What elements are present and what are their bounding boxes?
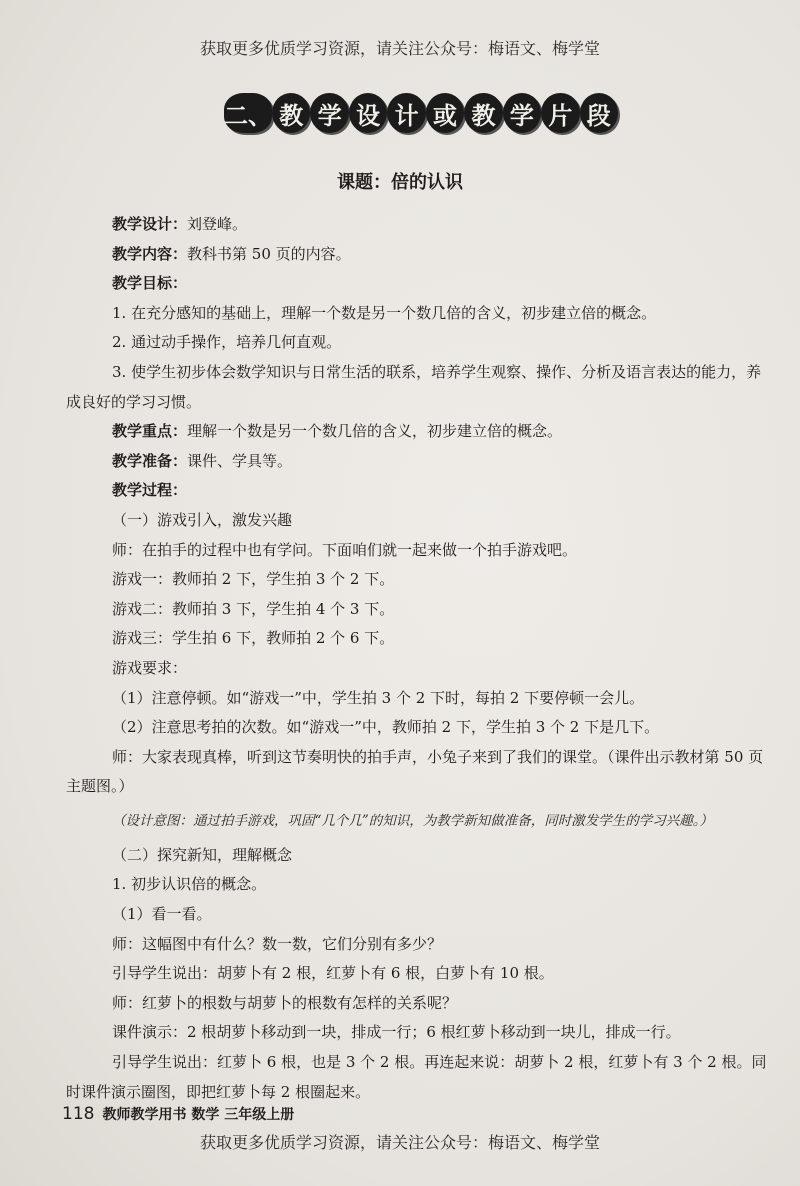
designer-line [66,210,770,240]
banner-char: 片 [543,95,577,131]
watermark-top: 获取更多优质学习资源，请关注公众号：梅语文、梅学堂 [199,39,600,58]
key-point-line [66,417,770,447]
content-value: 教科书第 50 页的内容。 [187,244,351,263]
watermark-bottom: 获取更多优质学习资源，请关注公众号：梅语文、梅学堂 [199,1133,600,1152]
banner-char: 教 [274,95,308,131]
banner-char: 段 [582,95,616,131]
part2-line: 引导学生说出：胡萝卜有 2 根，红萝卜有 6 根，白萝卜有 10 根。 [112,964,554,983]
part2-line: 课件演示：2 根胡萝卜移动到一块，排成一行；6 根红萝卜移动到一块儿，排成一行。 [112,1023,681,1042]
lesson-title: 课题：倍的认识 [337,172,463,193]
part2-heading: （二）探究新知，理解概念 [112,845,293,864]
part2-line: 1. 初步认识倍的概念。 [112,875,267,894]
banner-char: 教 [466,95,500,131]
part1-line: 游戏三：学生拍 6 下，教师拍 2 个 6 下。 [112,629,395,648]
part1-line: 师：大家表现真棒，听到这节奏明快的拍手声，小兔子来到了我们的课堂。（课件出示教材第 50 页主题图。） [66,747,764,796]
part2-line: 师：红萝卜的根数与胡萝卜的根数有怎样的关系呢？ [112,993,458,1012]
content-line [66,240,770,270]
banner-char: 或 [428,95,462,131]
part1-line: （1）注意停顿。如“游戏一”中，学生拍 3 个 2 下时，每拍 2 下要停顿一会儿。 [112,688,645,707]
content-label: 教学内容： [112,244,188,263]
goal-item: 1. 在充分感知的基础上，理解一个数是另一个数几倍的含义，初步建立倍的概念。 [112,303,657,322]
banner-char: 计 [389,95,423,131]
goals-label: 教学目标： [112,274,188,293]
designer-label: 教学设计： [112,215,188,233]
part2-line: 师：这幅图中有什么？数一数，它们分别有多少？ [112,934,443,953]
goal-item: 3. 使学生初步体会数学知识与日常生活的联系，培养学生观察、操作、分析及语言表达的能力，养成良好的学习习惯。 [66,362,762,411]
banner-char: 设 [351,95,385,131]
key-point-label: 教学重点： [112,422,188,441]
designer-value: 刘登峰。 [187,215,248,233]
prep-label: 教学准备： [112,451,188,470]
part1-line: 游戏一：教师拍 2 下，学生拍 3 个 2 下。 [112,570,395,589]
page-number: 118 [62,1104,95,1124]
prep-line [66,447,770,477]
banner-char: 学 [505,95,539,131]
part2-line: （1）看一看。 [112,905,212,924]
design-intent-note: （设计意图：通过拍手游戏，巩固“几个几”的知识，为教学新知做准备，同时激发学生的学习兴趣。） [112,812,714,829]
book-title: 教师教学用书 数学 三年级上册 [102,1107,295,1123]
banner-char: 二、 [226,95,270,131]
process-label: 教学过程： [112,481,188,500]
part1-line: 游戏要求： [112,658,188,677]
key-point-value: 理解一个数是另一个数几倍的含义，初步建立倍的概念。 [187,422,563,441]
part1-line: 师：在拍手的过程中也有学问。下面咱们就一起来做一个拍手游戏吧。 [112,540,578,559]
section-banner [226,92,616,134]
part1-line: 游戏二：教师拍 3 下，学生拍 4 个 3 下。 [112,599,395,618]
goal-item: 2. 通过动手操作，培养几何直观。 [112,333,342,352]
part1-heading: （一）游戏引入，激发兴趣 [112,510,293,529]
page-footer [62,1104,294,1124]
body-text [66,210,770,1107]
part2-line: 引导学生说出：红萝卜 6 根，也是 3 个 2 根。再连起来说：胡萝卜 2 根，红萝卜有 3 个 2 根。同时课件演示圈图，即把红萝卜每 2 根圈起来。 [66,1053,767,1101]
part1-line: （2）注意思考拍的次数。如“游戏一”中，教师拍 2 下，学生拍 3 个 2 下是几下。 [112,718,660,737]
prep-value: 课件、学具等。 [187,451,293,470]
banner-char: 学 [312,95,346,131]
